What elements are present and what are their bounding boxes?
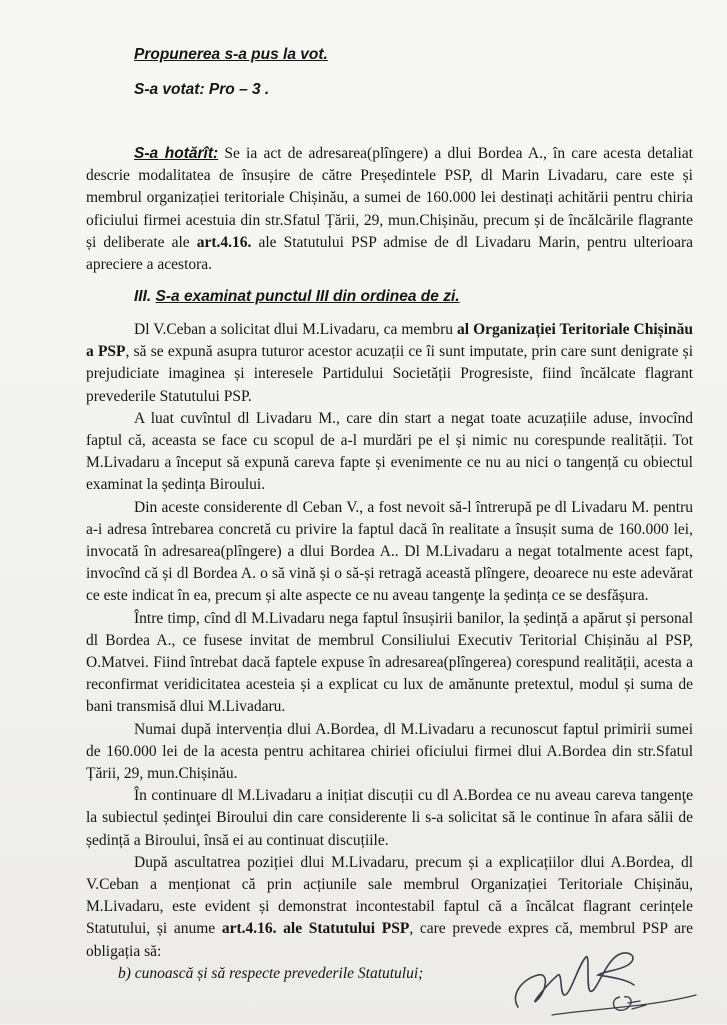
obligation-item: b) cunoască și să respecte prevederile Statutului;	[118, 964, 424, 982]
vote-proposal: Propunerea s-a pus la vot.	[134, 46, 328, 63]
paragraph: Numai după intervenția dlui A.Bordea, dl M.Livadaru a recunoscut faptul primirii sumei de 160.000 lei de la acesta pentru achitarea chiriei oficiului firmei dlui A.Bordea din str.Sfatul Țării, 29, mun.Chișinău.	[86, 720, 693, 783]
paragraph: În continuare dl M.Livadaru a inițiat discuții cu dl A.Bordea ce nu aveau careva tangenţe la subiectul ședinţei Biroului din care considerente li s-a solicitat să le continue în afara sălii de ședință a Biroului, însă ei au continuat discuțiile.	[86, 787, 693, 849]
section-number: III.	[134, 288, 152, 305]
decision-label: S-a hotărît:	[134, 145, 219, 162]
paragraph: După ascultatrea poziției dlui M.Livadaru, precum și a explicațiilor dlui A.Bordea, dl V.Ceban a menționat că prin acțiunile sale membrul Organizației Teritoriale Chișinău, M.Livadaru, este evident și demonstrat incontestabil faptul că a încălcat flagrant cerințele Statutului, și anume art.4.16. ale Statutului PSP, care prevede expres că, membrul PSP are obligația să:	[86, 853, 693, 960]
article-reference: art.4.16. ale Statutului PSP	[221, 920, 410, 938]
paragraph: Dl V.Ceban a solicitat dlui M.Livadaru, ca membru al Organizației Teritoriale Chișinău a PSP, să se expună asupra tuturor acestor acuzații ce îi sunt imputate, prin care sunt denigrate și prejudiciate imaginea și interesele Partidului Societății Progresiste, fiind încălcate flagrant prevederile Statutului PSP.	[86, 321, 694, 405]
section-title: S-a examinat punctul III din ordinea de zi.	[155, 288, 460, 305]
paragraph: Din aceste considerente dl Ceban V., a fost nevoit să-l întrerupă pe dl Livadaru M. pentru a-i adresa întrebarea concretă cu privire la faptul dacă în realitate a însușit suma de 160.000 lei, invocată în adresarea(plîngere) a dlui Bordea A.. Dl M.Livadaru a negat totalmente acest fapt, invocînd că și dl Bordea A. o să vină și o să-și retragă această plîngere, deoarece nu este adevărat ce este indicat în ea, precum și alte aspecte ce nu aveau tangenţe la ședința ce se desfășura.	[86, 498, 693, 605]
signature	[500, 935, 700, 1025]
vote-result: S-a votat: Pro – 3 .	[134, 81, 270, 98]
decision-paragraph: S-a hotărît: Se ia act de adresarea(plîngere) a dlui Bordea A., în care acesta detaliat descrie modalitatea de însușire de către Președintele PSP, dl Marin Livadaru, care este și membrul organizației teritoriale Chișinău, a sumei de 160.000 lei destinați achitării pentru chiria oficiului firmei acestuia din str.Sfatul Țării, 29, mun.Chișinău, precum și de încălcările flagrante și deliberate ale art.4.16. ale Statutului PSP admise de dl Livadaru Marin, pentru ulterioara apreciere a acestora.	[86, 145, 693, 274]
paragraph: A luat cuvîntul dl Livadaru M., care din start a negat toate acuzațiile aduse, invocînd faptul că, aceasta se face cu scopul de a-l murdări pe el și nimic nu corespunde realității. Tot M.Livadaru a început să expună careva fapte și evenimente ce nu au nici o tangență cu obiectul examinat la ședința Biroului.	[86, 409, 693, 494]
paragraph: Între timp, cînd dl M.Livadaru nega faptul însușirii banilor, la ședință a apărut și personal dl Bordea A., ce fusese invitat de membrul Consiliului Executiv Teritorial Chișinău al PSP, O.Matvei. Fiind întrebat dacă faptele expuse în adresarea(plîngerea) corespund realității, acesta a reconfirmat veridicitatea acesteia și a explicat cu lux de amănunte pretextul, modul și suma de bani transmisă dlui M.Livadaru.	[86, 609, 693, 716]
article-reference: art.4.16.	[196, 233, 252, 251]
body-text	[86, 319, 693, 985]
organization-name: al Organizației Teritoriale Chișinău a PSP	[86, 321, 693, 361]
section-heading	[134, 287, 460, 307]
